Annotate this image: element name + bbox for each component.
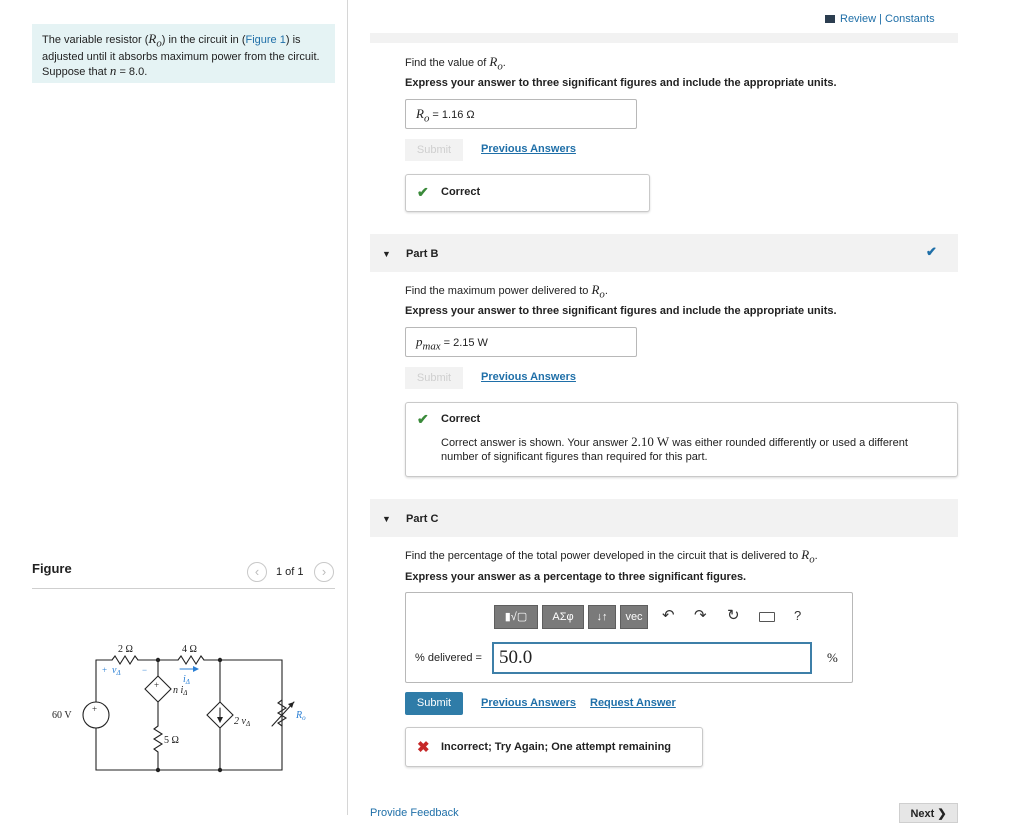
part-a-prompt: Find the value of $R_o$. bbox=[405, 54, 506, 73]
help-button[interactable]: ? bbox=[794, 608, 802, 623]
book-icon bbox=[824, 15, 835, 23]
collapse-caret-icon[interactable]: ▼ bbox=[382, 249, 391, 259]
next-button[interactable]: Next ❯ bbox=[899, 803, 958, 823]
part-c-header[interactable] bbox=[370, 499, 958, 537]
part-c-answer-input[interactable]: 50.0 bbox=[492, 642, 812, 674]
resistor-4ohm bbox=[178, 656, 204, 664]
pane-divider bbox=[347, 0, 348, 815]
figure-pager-text: 1 of 1 bbox=[276, 566, 304, 578]
part-a-instruction: Express your answer to three significant figures and include the appropriate units. bbox=[405, 77, 837, 89]
part-a-feedback: ✔ Correct bbox=[405, 174, 650, 212]
part-b-header[interactable] bbox=[370, 234, 958, 272]
part-c-submit-button[interactable]: Submit bbox=[405, 692, 463, 715]
part-c-previous-answers[interactable]: Previous Answers bbox=[481, 697, 576, 709]
part-a-submit-button[interactable]: Submit bbox=[405, 139, 463, 161]
part-b-feedback-detail: Correct answer is shown. Your answer 2.10 W was either rounded differently or used a different number of significant figures than required for this part. bbox=[441, 434, 908, 463]
part-b-prompt: Find the maximum power delivered to $R_o$. bbox=[405, 282, 608, 301]
part-b-answer-field[interactable]: $p_{max} = 2.15$ W bbox=[405, 327, 637, 357]
resistor-2ohm bbox=[112, 656, 138, 664]
keyboard-icon[interactable] bbox=[759, 612, 775, 622]
part-c-request-answer[interactable]: Request Answer bbox=[590, 697, 676, 709]
part-c-instruction: Express your answer as a percentage to three significant figures. bbox=[405, 571, 747, 583]
label-2v-delta: 2 $v_\Delta$ bbox=[234, 716, 251, 728]
figure-link[interactable]: Figure 1 bbox=[245, 34, 286, 46]
checkmark-icon: ✔ bbox=[417, 184, 429, 200]
redo-icon[interactable]: ↷ bbox=[694, 607, 707, 624]
figure-rule bbox=[32, 588, 335, 589]
subscript-superscript-button[interactable]: ↓↑ bbox=[588, 605, 616, 629]
vector-button[interactable]: vec bbox=[620, 605, 648, 629]
math-toolbar bbox=[494, 605, 824, 631]
label-i-delta: $i_\Delta$ bbox=[183, 674, 190, 686]
part-a-previous-answers[interactable]: Previous Answers bbox=[481, 143, 576, 155]
part-a-answer-field[interactable]: $R_o = 1.16$ Ω bbox=[405, 99, 637, 129]
part-c-prompt: Find the percentage of the total power developed in the circuit that is delivered to $R_o$. bbox=[405, 547, 818, 566]
part-a-band bbox=[370, 33, 958, 43]
part-a-answer-value: 1.16 Ω bbox=[441, 109, 475, 121]
figure-next-button[interactable]: › bbox=[314, 562, 334, 582]
outer-loop bbox=[96, 660, 282, 770]
circuit-diagram bbox=[40, 630, 330, 790]
review-constants-link[interactable]: Review | Constants bbox=[824, 13, 935, 25]
label-ro: $R_o$ bbox=[296, 710, 306, 722]
label-v-delta: $v_\Delta$ bbox=[112, 665, 121, 677]
greek-symbols-button[interactable]: ΑΣφ bbox=[542, 605, 584, 629]
part-c-answer-panel bbox=[405, 592, 853, 683]
label-r3: 5 Ω bbox=[164, 735, 179, 746]
figure-prev-button[interactable]: ‹ bbox=[247, 562, 267, 582]
part-c-answer-label: % delivered = bbox=[415, 652, 482, 664]
part-c-feedback: ✖ Incorrect; Try Again; One attempt remaining bbox=[405, 727, 703, 767]
part-b-title: Part B bbox=[406, 248, 439, 260]
n-symbol: n bbox=[109, 62, 117, 78]
incorrect-x-icon: ✖ bbox=[417, 739, 430, 756]
label-source: 60 V bbox=[52, 710, 72, 721]
provide-feedback-link[interactable]: Provide Feedback bbox=[370, 807, 459, 819]
part-b-instruction: Express your answer to three significant figures and include the appropriate units. bbox=[405, 305, 837, 317]
part-b-complete-check-icon: ✔ bbox=[926, 244, 937, 259]
part-b-answer-value: 2.15 W bbox=[453, 337, 488, 349]
reset-icon[interactable]: ↻ bbox=[727, 607, 740, 624]
svg-text:+: + bbox=[154, 680, 160, 690]
part-c-title: Part C bbox=[406, 513, 439, 525]
undo-icon[interactable]: ↶ bbox=[662, 607, 675, 624]
problem-statement: The variable resistor $(R_o)$ in the circuit in (Figure 1) is adjusted until it absorbs maximum power from the circuit. Suppose that n = 8.0. bbox=[32, 24, 335, 83]
svg-text:+: + bbox=[102, 665, 108, 675]
checkmark-icon: ✔ bbox=[417, 411, 429, 427]
svg-text:−: − bbox=[142, 665, 148, 675]
collapse-caret-icon[interactable]: ▼ bbox=[382, 514, 391, 524]
part-b-previous-answers[interactable]: Previous Answers bbox=[481, 371, 576, 383]
label-r2: 4 Ω bbox=[182, 644, 197, 655]
part-b-submit-button[interactable]: Submit bbox=[405, 367, 463, 389]
part-c-unit: % bbox=[827, 650, 838, 665]
label-n-i-delta: n $i_\Delta$ bbox=[173, 685, 188, 697]
label-r1: 2 Ω bbox=[118, 644, 133, 655]
part-b-feedback: ✔ Correct Correct answer is shown. Your answer 2.10 W was either rounded differently or used a different number of significant figures than required for this part. bbox=[405, 402, 958, 477]
figure-title: Figure bbox=[32, 561, 72, 576]
templates-button[interactable]: ▮√▢ bbox=[494, 605, 538, 629]
ro-symbol: $R_o$ bbox=[148, 31, 162, 50]
svg-text:+: + bbox=[92, 704, 98, 714]
